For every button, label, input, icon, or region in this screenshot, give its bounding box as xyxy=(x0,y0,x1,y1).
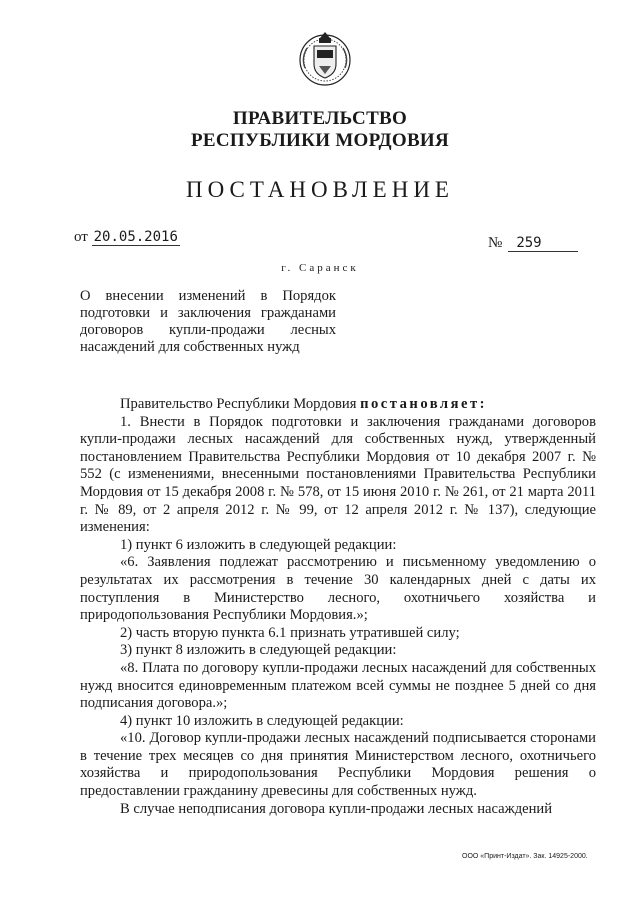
body-paragraph-7: 4) пункт 10 изложить в следующей редакции: xyxy=(120,712,404,729)
number-prefix: № xyxy=(488,235,503,251)
body-paragraph-2: 1) пункт 6 изложить в следующей редакции: xyxy=(120,536,397,553)
date-line xyxy=(74,229,180,246)
document-date: 20.05.2016 xyxy=(93,229,178,245)
document-title: О внесении изменений в Порядок подготовки и заключения гражданами договоров купли-продажи лесных насаждений для собственных нужд xyxy=(80,288,336,355)
body-paragraph-4: 2) часть вторую пункта 6.1 признать утратившей силу; xyxy=(120,624,460,641)
government-title-line2: РЕСПУБЛИКИ МОРДОВИЯ xyxy=(190,130,450,151)
body-paragraph-6: «8. Плата по договору купли-продажи лесных насаждений для собственных нужд вносится единовременным платежом всей суммы не позднее 5 дней со дня подписания договора.»; xyxy=(80,659,596,712)
body-paragraph-9: В случае неподписания договора купли-продажи лесных насаждений xyxy=(120,800,553,817)
preamble-action: постановляет: xyxy=(360,396,488,412)
preamble-paragraph xyxy=(80,396,596,414)
number-line xyxy=(488,235,578,252)
document-number: 259 xyxy=(508,235,578,252)
body-paragraph-3: «6. Заявления подлежат рассмотрению и письменному уведомлению о результатах их рассмотрения в течение 30 календарных дней с даты их поступления в Министерство лесного, охотничьего хозяйства и природопользования Республики Мордовия.»; xyxy=(80,554,596,624)
government-title-line1: ПРАВИТЕЛЬСТВО xyxy=(232,108,408,129)
body-paragraph-1: 1. Внести в Порядок подготовки и заключения гражданами договоров купли-продажи лесных насаждений для собственных нужд, утвержденный постановлением Правительства Республики Мордовия от 10 декабря 2007 г. № 552 (с изменениями, внесенными постановлениями Правительства Республики Мордовия от 15 декабря 2008 г. № 578, от 15 июня 2010 г. № 261, от 21 марта 2011 г. № 89, от 2 апреля 2012 г. № 99, от 12 апреля 2012 г. № 137), следующие изменения: xyxy=(80,413,596,536)
printer-footer: ООО «Принт-Издат». Зак. 14925-2000. xyxy=(462,853,588,860)
coat-of-arms-emblem xyxy=(297,28,353,90)
date-prefix: от xyxy=(74,229,88,245)
preamble-text: Правительство Республики Мордовия xyxy=(120,396,357,412)
city-line: г. Саранск xyxy=(281,262,359,274)
body-paragraph-8: «10. Договор купли-продажи лесных насаждений подписывается сторонами в течение трех месяцев со дня принятия Министерством лесного, охотничьего хозяйства и природопользования Республики Мордовия решения о предоставлении гражданину древесины для собственных нужд. xyxy=(80,730,596,800)
document-type-heading: ПОСТАНОВЛЕНИЕ xyxy=(186,177,454,202)
body-paragraph-5: 3) пункт 8 изложить в следующей редакции: xyxy=(120,642,397,659)
document-body xyxy=(80,396,596,818)
